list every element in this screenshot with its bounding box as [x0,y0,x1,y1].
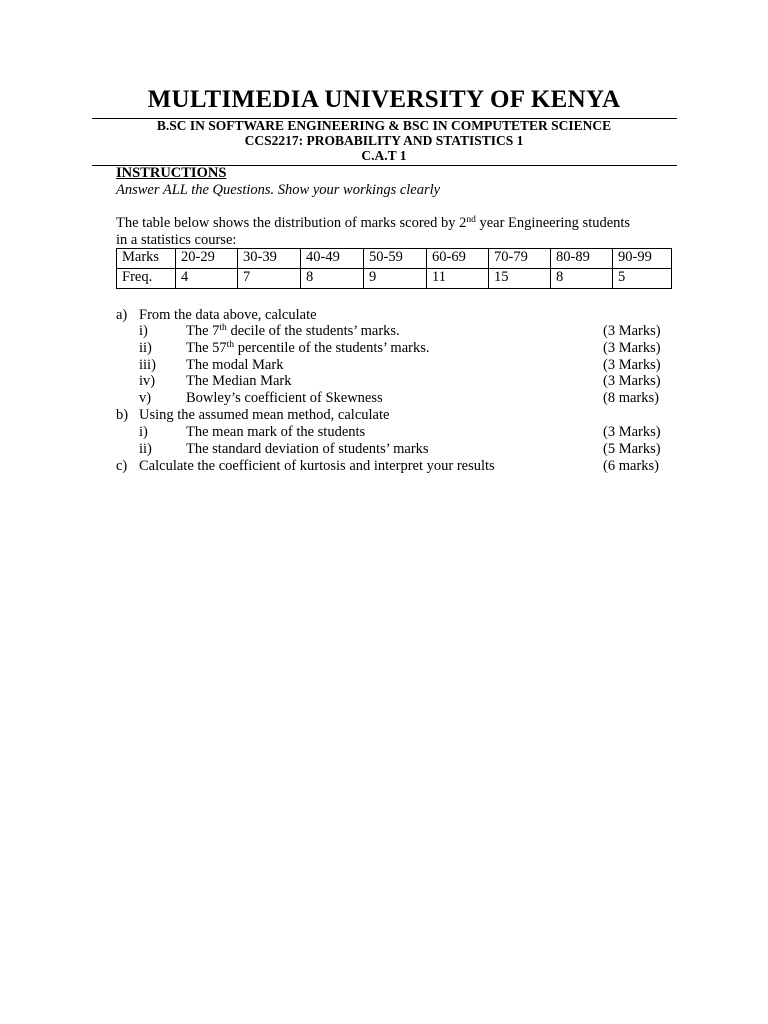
question-a-iii-text: The modal Mark [186,357,284,373]
table-cell: 5 [613,269,672,289]
table-cell: 8 [301,269,364,289]
intro-line-2: in a statistics course: [116,232,237,248]
table-cell: 70-79 [489,249,551,269]
question-a-ii-text: The 57th percentile of the students’ marks. [186,340,430,356]
programme-line: B.SC IN SOFTWARE ENGINEERING & BSC IN COMPUTETER SCIENCE [156,118,612,133]
question-a-ii-marks: (3 Marks) [603,340,661,356]
table-cell: 7 [238,269,301,289]
table-cell: 80-89 [551,249,613,269]
question-a-v-num: v) [139,390,152,406]
question-b-i-text: The mean mark of the students [186,424,366,440]
marks-distribution-table [116,248,672,289]
table-cell: 50-59 [364,249,427,269]
question-a-iv-text: The Median Mark [186,373,292,389]
table-cell: 4 [176,269,238,289]
table-cell: 20-29 [176,249,238,269]
question-a-i-text: The 7th decile of the students’ marks. [186,323,400,339]
question-a-v-text: Bowley’s coefficient of Skewness [186,390,383,406]
table-cell: Freq. [117,269,176,289]
table-cell: 11 [427,269,489,289]
question-a-text: From the data above, calculate [139,307,317,323]
question-b-text: Using the assumed mean method, calculate [139,407,390,423]
table-cell: 60-69 [427,249,489,269]
question-b-ii-text: The standard deviation of students’ marks [186,441,429,457]
question-a-iv-num: iv) [139,373,156,389]
question-c-text: Calculate the coefficient of kurtosis and interpret your results [139,458,495,474]
table-cell: 15 [489,269,551,289]
question-a-i-num: i) [139,323,148,339]
question-c-marks: (6 marks) [603,458,659,474]
intro-line-1: The table below shows the distribution of marks scored by 2nd year Engineering students [116,215,631,231]
question-b-ii-num: ii) [139,441,152,457]
table-row-marks [117,249,672,269]
question-a-label: a) [116,307,128,323]
table-cell: 8 [551,269,613,289]
question-b-label: b) [116,407,129,423]
question-a-i-marks: (3 Marks) [603,323,661,339]
table-cell: 30-39 [238,249,301,269]
table-row-freq [117,269,672,289]
table-cell: 90-99 [613,249,672,269]
exam-line: C.A.T 1 [361,148,407,163]
question-b-i-marks: (3 Marks) [603,424,661,440]
table-cell: Marks [117,249,176,269]
question-a-iii-marks: (3 Marks) [603,357,661,373]
question-b-i-num: i) [139,424,148,440]
question-a-iii-num: iii) [139,357,156,373]
question-a-v-marks: (8 marks) [603,390,659,406]
instructions-text: Answer ALL the Questions. Show your workings clearly [116,182,441,198]
question-c-label: c) [116,458,128,474]
table-cell: 40-49 [301,249,364,269]
question-a-ii-num: ii) [139,340,152,356]
table-cell: 9 [364,269,427,289]
university-title: MULTIMEDIA UNIVERSITY OF KENYA [147,86,621,113]
course-line: CCS2217: PROBABILITY AND STATISTICS 1 [244,133,524,148]
question-a-iv-marks: (3 Marks) [603,373,661,389]
question-b-ii-marks: (5 Marks) [603,441,661,457]
instructions-heading: INSTRUCTIONS [116,165,227,181]
